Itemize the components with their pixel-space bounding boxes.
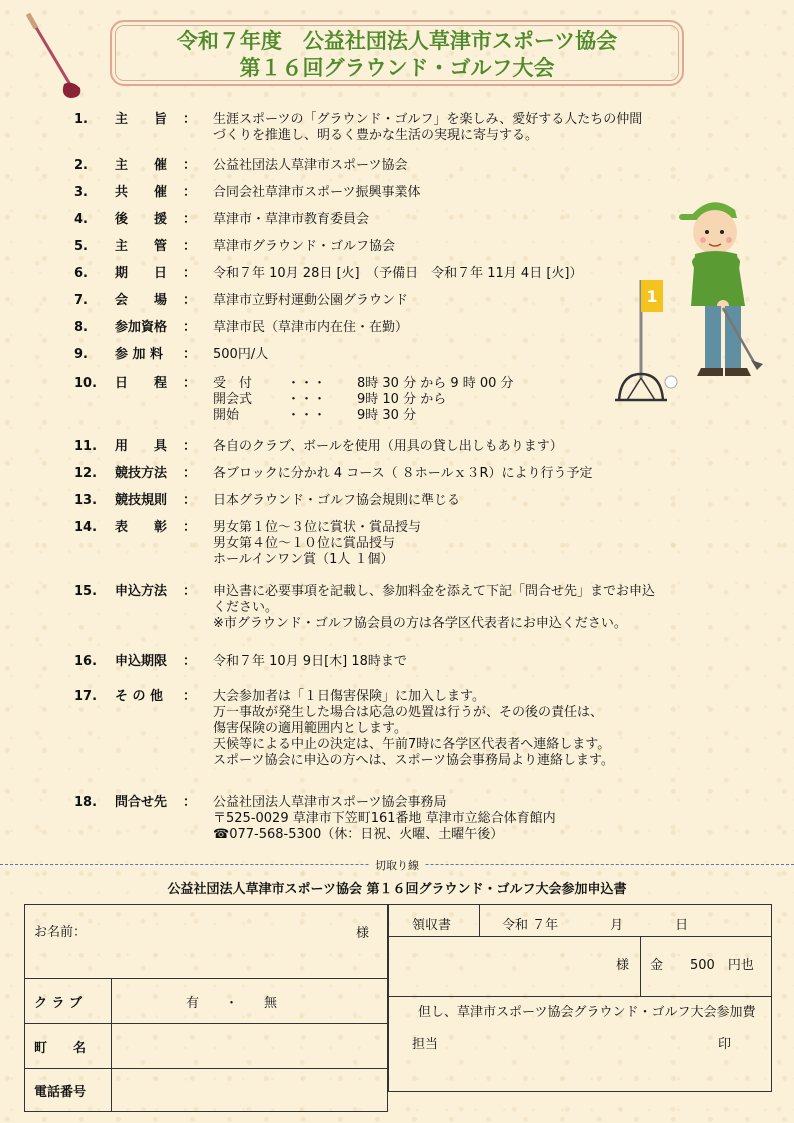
receipt-amount: 500 円也 (690, 958, 754, 973)
title-line2: 第１６回グラウンド・ゴルフ大会 (239, 56, 555, 80)
golf-club-illustration (20, 10, 90, 105)
name-suffix: 様 (356, 926, 370, 941)
club-label: ク ラ ブ (34, 996, 83, 1011)
receipt-label: 領収書 (412, 918, 452, 933)
receipt-kin: 金 (650, 958, 664, 973)
phone-label: 電話番号 (34, 1085, 87, 1100)
town-input[interactable] (116, 1028, 384, 1064)
form-title: 公益社団法人草津市スポーツ協会 第１６回グラウンド・ゴルフ大会参加申込書 (167, 882, 627, 897)
name-input[interactable] (100, 914, 340, 964)
cut-line-label: 切取り線 (369, 859, 425, 872)
title-line1: 令和７年度 公益社団法人草津市スポーツ協会 (176, 29, 618, 53)
flag-number: 1 (646, 287, 658, 306)
receipt-note: 但し、草津市スポーツ協会グラウンド・ゴルフ大会参加費 (418, 1005, 756, 1020)
receipt-sama: 様 (616, 958, 630, 973)
receipt-date: 令和 ７年 月 日 (502, 918, 689, 933)
receipt-in: 印 (718, 1037, 732, 1052)
phone-input[interactable] (116, 1073, 384, 1109)
title-box (110, 20, 684, 86)
town-label: 町 名 (34, 1041, 87, 1056)
receipt-tanto: 担当 (412, 1037, 439, 1052)
club-options[interactable]: 有 ・ 無 (186, 996, 278, 1011)
name-label: お名前： (34, 925, 87, 940)
